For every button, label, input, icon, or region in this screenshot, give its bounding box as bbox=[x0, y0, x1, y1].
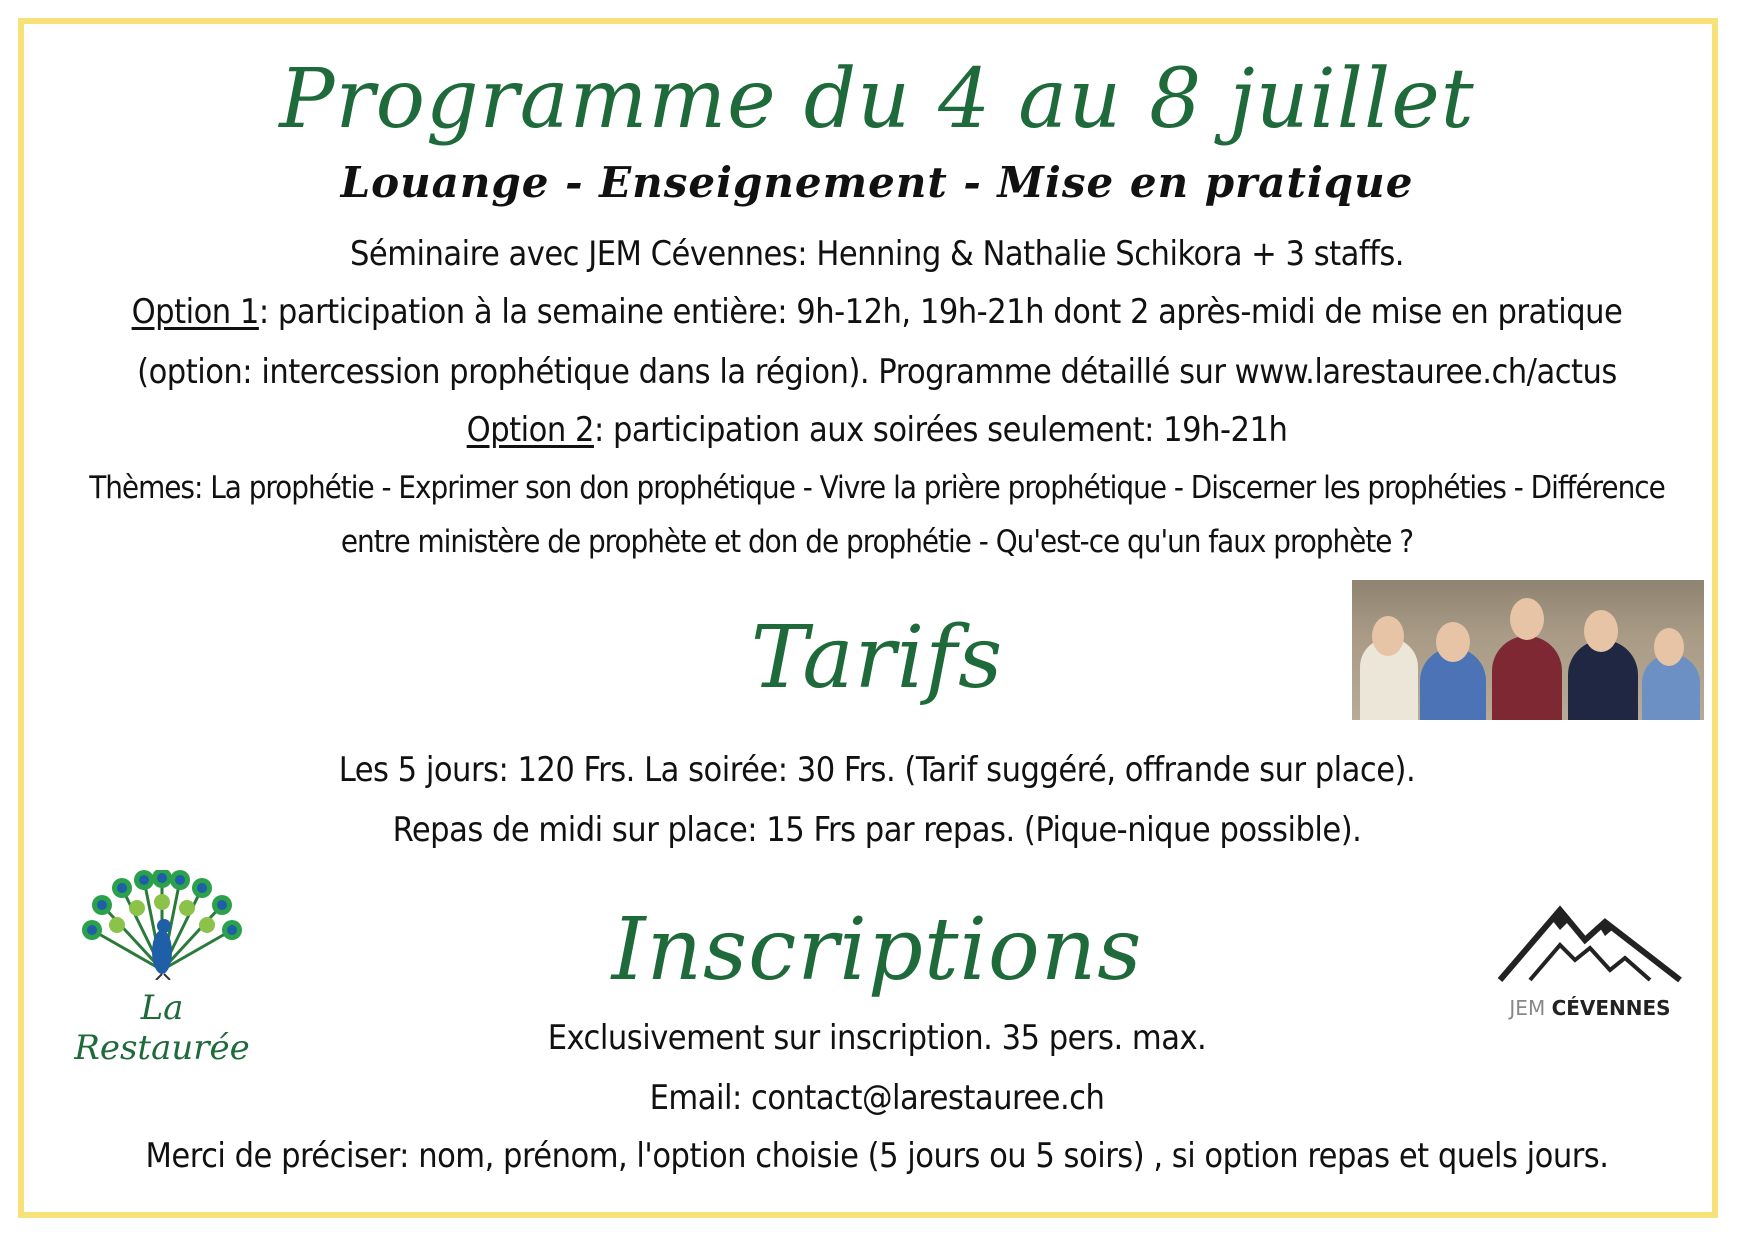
la-restauree-logo-text: La Restaurée bbox=[74, 988, 250, 1068]
option1-line2: (option: intercession prophétique dans la région). Programme détaillé sur www.larestauree.ch/actus bbox=[137, 352, 1617, 392]
themes-line2: entre ministère de prophète et don de prophétie - Qu'est-ce qu'un faux prophète ? bbox=[340, 524, 1414, 560]
option1-text: : participation à la semaine entière: 9h-12h, 19h-21h dont 2 après-midi de mise en pratique bbox=[258, 292, 1623, 332]
inscriptions-line1: Exclusivement sur inscription. 35 pers. max. bbox=[547, 1018, 1207, 1058]
themes-line1: Thèmes: La prophétie - Exprimer son don prophétique - Vivre la prière prophétique - Discerner les prophéties - Différence bbox=[89, 470, 1665, 506]
tarifs-line1: Les 5 jours: 120 Frs. La soirée: 30 Frs. (Tarif suggéré, offrande sur place). bbox=[338, 750, 1416, 790]
mountain-icon bbox=[1490, 900, 1690, 990]
jem-cevennes-logo-text bbox=[1490, 996, 1690, 1020]
option1-line bbox=[0, 290, 1754, 334]
jem-text: JEM bbox=[1509, 996, 1552, 1020]
jem-cevennes-logo bbox=[1490, 900, 1690, 1030]
option2-text: : participation aux soirées seulement: 19h-21h bbox=[593, 410, 1288, 450]
inscriptions-line3: Merci de préciser: nom, prénom, l'option choisie (5 jours ou 5 soirs) , si option repas et quels jours. bbox=[145, 1136, 1609, 1176]
peacock-icon bbox=[62, 870, 262, 980]
page-subtitle: Louange - Enseignement - Mise en pratique bbox=[340, 158, 1414, 207]
option2-line bbox=[0, 408, 1754, 452]
cevennes-text: CÉVENNES bbox=[1551, 996, 1671, 1020]
seminar-line: Séminaire avec JEM Cévennes: Henning & Nathalie Schikora + 3 staffs. bbox=[349, 234, 1405, 274]
inscriptions-email: Email: contact@larestauree.ch bbox=[649, 1078, 1105, 1118]
page-title: Programme du 4 au 8 juillet bbox=[279, 52, 1475, 147]
tarifs-line2: Repas de midi sur place: 15 Frs par repas. (Pique-nique possible). bbox=[392, 810, 1362, 850]
tarifs-heading: Tarifs bbox=[750, 608, 1004, 708]
option2-label: Option 2 bbox=[466, 410, 594, 450]
inscriptions-heading: Inscriptions bbox=[611, 900, 1143, 1000]
la-restauree-logo bbox=[62, 870, 262, 1068]
option1-label: Option 1 bbox=[131, 292, 259, 332]
